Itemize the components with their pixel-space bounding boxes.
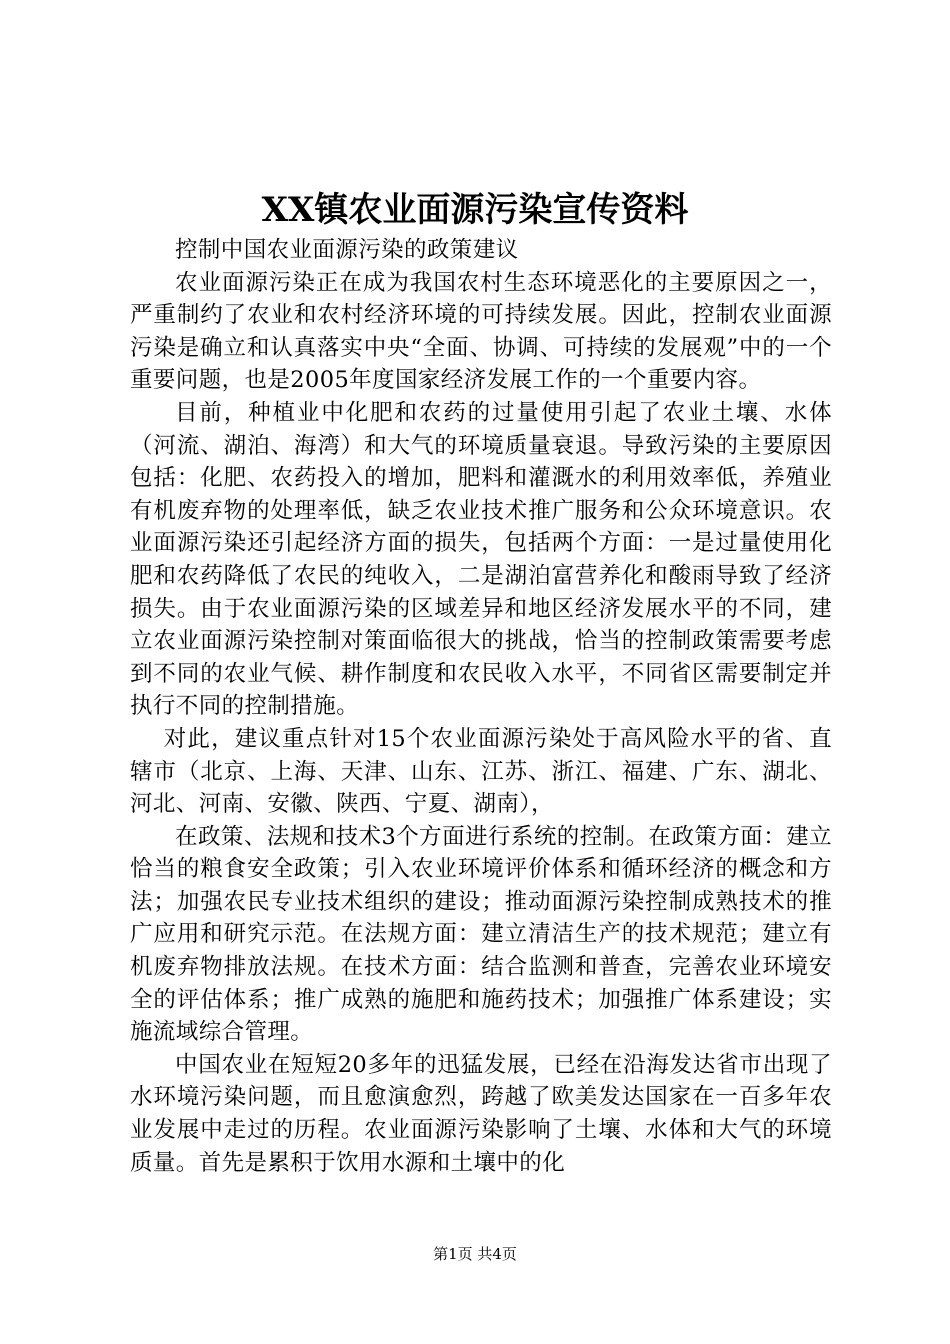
- document-title: XX镇农业面源污染宣传资料: [261, 190, 689, 230]
- page-number-footer: 第1页 共4页: [433, 1245, 517, 1263]
- paragraph-3: 对此，建议重点针对15个农业面源污染处于高风险水平的省、直辖市（北京、上海、天津、山东、江苏、浙江、福建、广东、湖北、河北、河南、安徽、陕西、宁夏、湖南），: [130, 725, 832, 818]
- paragraph-2: 目前，种植业中化肥和农药的过量使用引起了农业土壤、水体（河流、湖泊、海湾）和大气的环境质量衰退。导致污染的主要原因包括：化肥、农药投入的增加，肥料和灌溉水的利用效率低，养殖业有机废弃物的处理率低，缺乏农业技术推广服务和公众环境意识。农业面源污染还引起经济方面的损失，包括两个方面：一是过量使用化肥和农药降低了农民的纯收入，二是湖泊富营养化和酸雨导致了经济损失。由于农业面源污染的区域差异和地区经济发展水平的不同，建立农业面源污染控制对策面临很大的挑战，恰当的控制政策需要考虑到不同的农业气候、耕作制度和农民收入水平，不同省区需要制定并执行不同的控制措施。: [130, 399, 832, 720]
- paragraph-1: 农业面源污染正在成为我国农村生态环境恶化的主要原因之一，严重制约了农业和农村经济环境的可持续发展。因此，控制农业面源污染是确立和认真落实中央“全面、协调、可持续的发展观”中的一个重要问题，也是2005年度国家经济发展工作的一个重要内容。: [130, 269, 832, 394]
- paragraph-subtitle: 控制中国农业面源污染的政策建议: [175, 237, 519, 263]
- paragraph-4: 在政策、法规和技术3个方面进行系统的控制。在政策方面：建立恰当的粮食安全政策；引入农业环境评价体系和循环经济的概念和方法；加强农民专业技术组织的建设；推动面源污染控制成熟技术的推广应用和研究示范。在法规方面：建立清洁生产的技术规范；建立有机废弃物排放法规。在技术方面：结合监测和普查，完善农业环境安全的评估体系；推广成熟的施肥和施药技术；加强推广体系建设；实施流域综合管理。: [130, 823, 832, 1046]
- document-body: [130, 234, 832, 1179]
- paragraph-5: 中国农业在短短20多年的迅猛发展，已经在沿海发达省市出现了水环境污染问题，而且愈演愈烈，跨越了欧美发达国家在一百多年农业发展中走过的历程。农业面源污染影响了土壤、水体和大气的环境质量。首先是累积于饮用水源和土壤中的化: [130, 1051, 832, 1176]
